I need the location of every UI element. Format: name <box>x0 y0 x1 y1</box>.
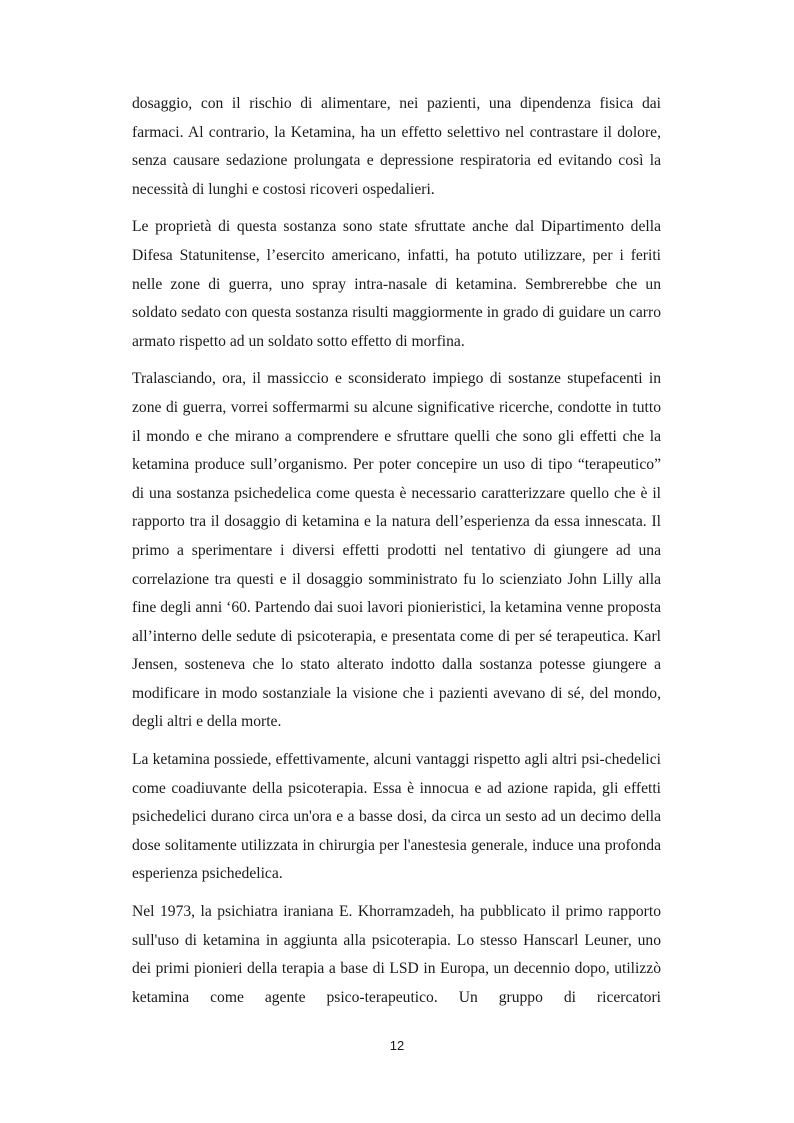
page-body <box>132 90 661 1021</box>
paragraph-2: Le proprietà di questa sostanza sono state sfruttate anche dal Dipartimento della Difesa Statunitense, l’esercito americano, infatti, ha potuto utilizzare, per i feriti nelle zone di guerra, uno spray intra-nasale di ketamina. Sembrerebbe che un soldato sedato con questa sostanza risulti maggiormente in grado di guidare un carro armato rispetto ad un soldato sotto effetto di morfina. <box>132 218 661 350</box>
paragraph-4: La ketamina possiede, effettivamente, alcuni vantaggi rispetto agli altri psi-chedelici come coadiuvante della psicoterapia. Essa è innocua e ad azione rapida, gli effetti psichedelici durano circa un'ora e a basse dosi, da circa un sesto ad un decimo della dose solitamente utilizzata in chirurgia per l'anestesia generale, induce una profonda esperienza psichedelica. <box>132 751 661 883</box>
paragraph-1: dosaggio, con il rischio di alimentare, nei pazienti, una dipendenza fisica dai farmaci. Al contrario, la Ketamina, ha un effetto selettivo nel contrastare il dolore, senza causare sedazione prolungata e depressione respiratoria ed evitando così la necessità di lunghi e costosi ricoveri ospedalieri. <box>132 95 661 198</box>
paragraph-5: Nel 1973, la psichiatra iraniana E. Khorramzadeh, ha pubblicato il primo rapporto sull'uso di ketamina in aggiunta alla psicoterapia. Lo stesso Hanscarl Leuner, uno dei primi pionieri della terapia a base di LSD in Europa, un decennio dopo, utilizzò ketamina come agente psico-terapeutico. Un gruppo di ricercatori <box>132 903 661 1006</box>
paragraph-3: Tralasciando, ora, il massiccio e sconsiderato impiego di sostanze stupefacenti in zone di guerra, vorrei soffermarmi su alcune significative ricerche, condotte in tutto il mondo e che mirano a comprendere e sfruttare quelli che sono gli effetti che la ketamina produce sull’organismo. Per poter concepire un uso di tipo “terapeutico” di una sostanza psichedelica come questa è necessario caratterizzare quello che è il rapporto tra il dosaggio di ketamina e la natura dell’esperienza da essa innescata. Il primo a sperimentare i diversi effetti prodotti nel tentativo di giungere ad una correlazione tra questi e il dosaggio somministrato fu lo scienziato John Lilly alla fine degli anni ‘60. Partendo dai suoi lavori pionieristici, la ketamina venne proposta all’interno delle sedute di psicoterapia, e presentata come di per sé terapeutica. Karl Jensen, sosteneva che lo stato alterato indotto dalla sostanza potesse giungere a modificare in modo sostanziale la visione che i pazienti avevano di sé, del mondo, degli altri e della morte. <box>132 370 661 731</box>
page-number: 12 <box>389 1038 405 1053</box>
